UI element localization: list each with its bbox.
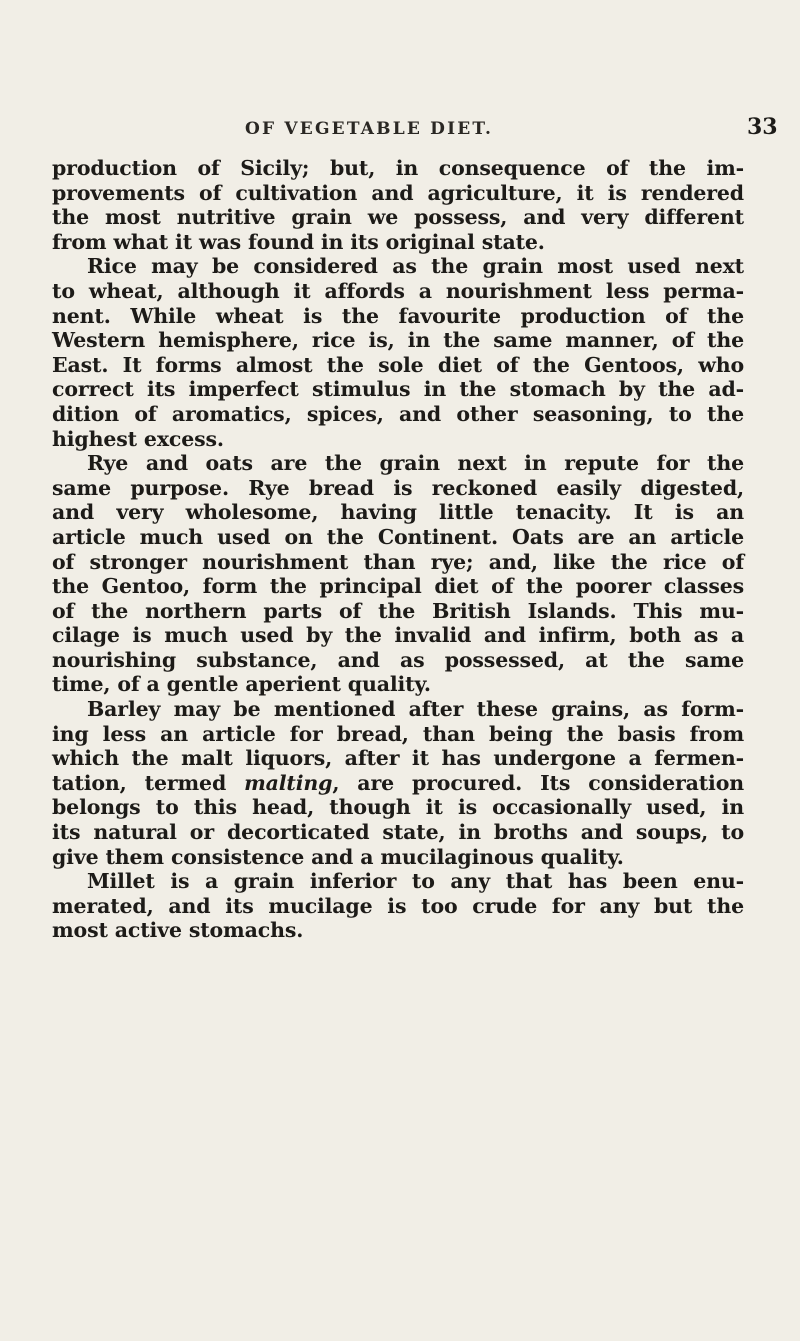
text-line: its natural or decorticated state, in broths and soups, to xyxy=(52,820,744,845)
text-line: Rice may be considered as the grain most used next xyxy=(87,254,744,279)
text-line: provements of cultivation and agriculture, it is rendered xyxy=(52,180,744,205)
text-fragment: , are procured. Its consideration xyxy=(332,770,744,795)
text-line: Millet is a grain inferior to any that has been enu- xyxy=(87,869,744,894)
text-fragment: tation, termed xyxy=(52,770,227,795)
text-line: highest excess. xyxy=(52,426,224,451)
body-text xyxy=(52,156,744,943)
text-line: Rye and oats are the grain next in repute for the xyxy=(87,451,744,476)
text-line: nourishing substance, and as possessed, at the same xyxy=(52,647,744,672)
text-line: to wheat, although it affords a nourishment less perma- xyxy=(52,278,744,303)
text-line: the most nutritive grain we possess, and very different xyxy=(52,205,744,230)
text-line: the Gentoo, form the principal diet of the poorer classes xyxy=(52,574,744,599)
text-line: East. It forms almost the sole diet of the Gentoos, who xyxy=(52,352,744,377)
text-line: correct its imperfect stimulus in the stomach by the ad- xyxy=(52,377,744,402)
text-line: which the malt liquors, after it has undergone a fermen- xyxy=(52,746,744,771)
text-line: most active stomachs. xyxy=(52,918,304,943)
text-line: article much used on the Continent. Oats are an article xyxy=(52,524,744,549)
italic-term: malting xyxy=(244,770,333,795)
text-line: from what it was found in its original state. xyxy=(52,229,545,254)
running-head: OF VEGETABLE DIET. xyxy=(245,119,494,139)
text-line: of stronger nourishment than rye; and, like the rice of xyxy=(52,549,744,574)
page-number: 33 xyxy=(747,114,778,140)
text-line: same purpose. Rye bread is reckoned easily digested, xyxy=(52,475,744,500)
text-line: dition of aromatics, spices, and other seasoning, to the xyxy=(52,401,744,426)
text-line: ing less an article for bread, than being the basis from xyxy=(52,721,744,746)
text-line: nent. While wheat is the favourite production of the xyxy=(52,303,744,328)
text-line xyxy=(52,771,744,796)
text-line: time, of a gentle aperient quality. xyxy=(52,672,431,697)
text-line: Barley may be mentioned after these grains, as form- xyxy=(87,697,744,722)
text-line: and very wholesome, having little tenacity. It is an xyxy=(52,500,744,525)
text-line: production of Sicily; but, in consequence of the im- xyxy=(52,156,744,180)
text-line: merated, and its mucilage is too crude for any but the xyxy=(52,893,744,918)
text-line: belongs to this head, though it is occasionally used, in xyxy=(52,795,744,820)
text-line: of the northern parts of the British Islands. This mu- xyxy=(52,598,744,623)
text-line: cilage is much used by the invalid and infirm, both as a xyxy=(52,623,744,648)
text-line: Western hemisphere, rice is, in the same manner, of the xyxy=(52,328,744,353)
text-line: give them consistence and a mucilaginous quality. xyxy=(52,844,624,869)
